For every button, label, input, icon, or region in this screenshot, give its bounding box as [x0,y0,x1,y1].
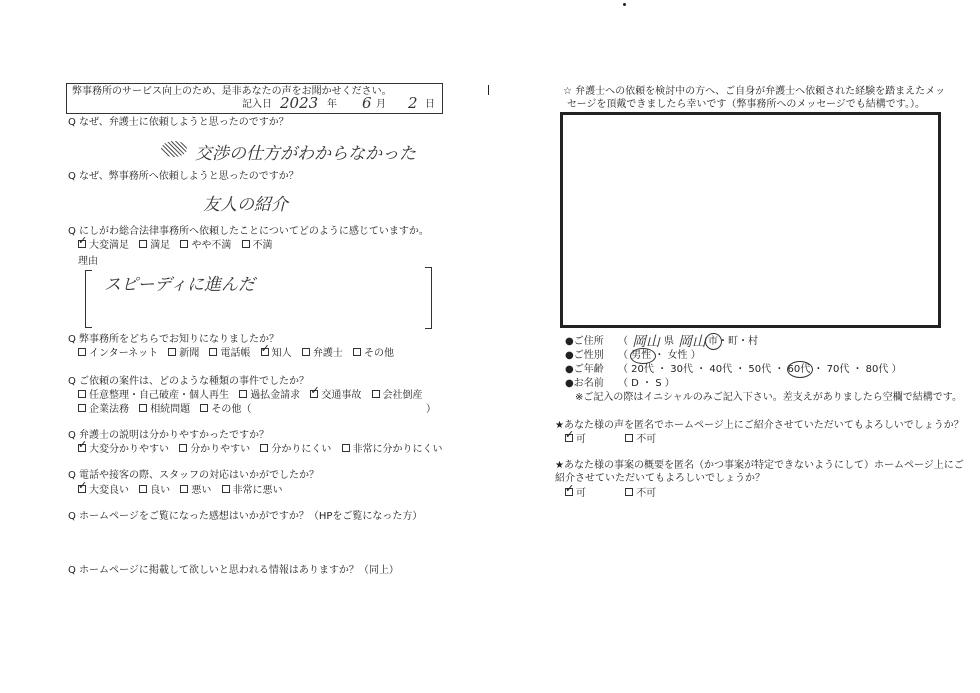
message-prompt-line1: ☆ 弁護士への依頼を検討中の方へ、ご自身が弁護士へ依頼された経験を踏まえたメッ [563,86,946,97]
q9-question: Q ホームページに掲載して欲しいと思われる情報はありますか？（同上） [68,565,399,576]
checkbox-acquaintance[interactable] [261,348,269,356]
q3-question: Q にしがわ総合法律事務所へ依頼したことについてどのように感じていますか。 [68,226,429,237]
checkbox-very-bad[interactable] [222,485,230,493]
checkbox-lawyer[interactable] [302,348,310,356]
q2-question: Q なぜ、弊事務所へ依頼しようと思ったのですか？ [68,171,299,182]
scan-speck [488,85,489,95]
reason-bracket-right [425,267,432,329]
scribble-mark [161,141,187,157]
checkbox-good[interactable] [139,485,147,493]
address-prefecture-unit: 県 [664,336,674,347]
date-day-unit: 日 [425,99,435,110]
gender-options: （ 男性 ・ 女性 ） [618,350,701,361]
q6-question: Q 弁護士の説明は分かりやすかったですか？ [68,430,270,441]
reason-answer: スピーディに進んだ [104,275,255,295]
name-label: ●お名前 [565,378,604,389]
consent2-no-checkbox[interactable] [625,488,633,496]
q4-question: Q 弊事務所をどちらでお知りになりましたか？ [68,334,279,345]
message-box[interactable] [560,112,941,328]
checkbox-corporate[interactable] [78,404,86,412]
q6-options: ✓大変分かりやすい 分かりやすい 分かりにくい 非常に分かりにくい [78,444,450,456]
address-open-paren: （ [618,336,628,347]
consent1-question: ★あなた様の声を匿名でホームページ上にご紹介させていただいてもよろしいでしょうか？ [555,420,964,431]
q5-options-row2: 企業法務 相続問題 その他（ [78,404,258,416]
name-value: （ D ・ S ） [618,378,675,389]
male-circle-mark [630,348,656,364]
consent1-no-checkbox[interactable] [625,434,633,442]
checkbox-bankruptcy[interactable] [372,390,380,398]
checkbox-overpayment[interactable] [239,390,247,398]
checkbox-bad[interactable] [180,485,188,493]
checkbox-phonebook[interactable] [209,348,217,356]
q4-options: インターネット 新聞 電話帳 ✓ 知人 弁護士 その他 [78,348,401,360]
checkbox-newspaper[interactable] [168,348,176,356]
checkbox-internet[interactable] [78,348,86,356]
reason-label: 理由 [78,256,98,267]
date-year: 2023 [280,94,319,112]
date-month: 6 [362,94,372,112]
date-month-unit: 月 [376,99,386,110]
gender-label: ●ご性別 [565,350,604,361]
q1-question: Q なぜ、弁護士に依頼しようと思ったのですか？ [68,117,289,128]
q1-answer: 交渉の仕方がわからなかった [195,144,416,164]
consent2-options: ✓可 不可 [565,488,656,500]
address-label: ●ご住所 [565,336,604,347]
consent1-yes-checkbox[interactable] [565,434,573,442]
checkbox-dissatisfied[interactable] [242,240,250,248]
address-city-type: 市・町・村 [708,336,758,347]
consent2-question-line2: 紹介させていただいてもよろしいでしょうか？ [555,473,765,484]
checkbox-very-satisfied[interactable] [78,240,86,248]
date-year-unit: 年 [327,99,337,110]
checkbox-very-unclear[interactable] [342,444,350,452]
checkbox-somewhat-dissatisfied[interactable] [180,240,188,248]
q7-question: Q 電話や接客の際、スタッフの対応はいかがでしたか？ [68,470,320,481]
address-prefecture: 岡山 [632,334,660,350]
city-circle-mark [705,333,722,350]
checkbox-very-clear[interactable] [78,444,86,452]
reason-bracket-left [85,270,92,328]
age-60s-circle-mark [787,361,813,378]
q3-options: ✓大変満足 満足 やや不満 不満 [78,240,280,252]
consent1-options: ✓可 不可 [565,434,656,446]
date-day: 2 [408,94,418,112]
age-options: （ 20代 ・ 30代 ・ 40代 ・ 50代 ・ 60代 ・ 70代 ・ 80代 ） [618,364,902,375]
initials-note: ※ご記入の際はイニシャルのみご記入下さい。差支えがありましたら空欄で結構です。 [575,392,962,403]
q2-answer: 友人の紹介 [203,195,288,215]
checkbox-satisfied[interactable] [139,240,147,248]
scan-speck [623,3,626,6]
checkbox-inheritance[interactable] [139,404,147,412]
consent2-yes-checkbox[interactable] [565,488,573,496]
checkbox-debt[interactable] [78,390,86,398]
q5-close-paren: ） [426,404,436,415]
checkbox-very-good[interactable] [78,485,86,493]
checkbox-unclear[interactable] [260,444,268,452]
checkbox-clear[interactable] [179,444,187,452]
address-city: 岡山 [678,334,706,350]
checkbox-other[interactable] [353,348,361,356]
q8-question: Q ホームページをご覧になった感想はいかがですか？（HPをご覧になった方） [68,511,423,522]
age-label: ●ご年齢 [565,364,604,375]
checkbox-traffic-accident[interactable] [310,390,318,398]
q5-question: Q ご依頼の案件は、どのような種類の事件でしたか？ [68,376,310,387]
date-label: 記入日 [242,99,272,110]
q5-options-row1: 任意整理・自己破産・個人再生 過払金請求 ✓ 交通事故 会社倒産 [78,390,430,402]
message-prompt-line2: セージを頂戴できましたら幸いです（弊事務所へのメッセージでも結構です。）。 [567,99,925,110]
consent2-question-line1: ★あなた様の事案の概要を匿名（かつ事案が特定できないようにして）ホームページ上にご [555,460,964,471]
q7-options: ✓大変良い 良い 悪い 非常に悪い [78,485,290,497]
intro-text: 弊事務所のサービス向上のため、是非あなたの声をお聞かせください。 [72,86,392,97]
checkbox-case-other[interactable] [200,404,208,412]
